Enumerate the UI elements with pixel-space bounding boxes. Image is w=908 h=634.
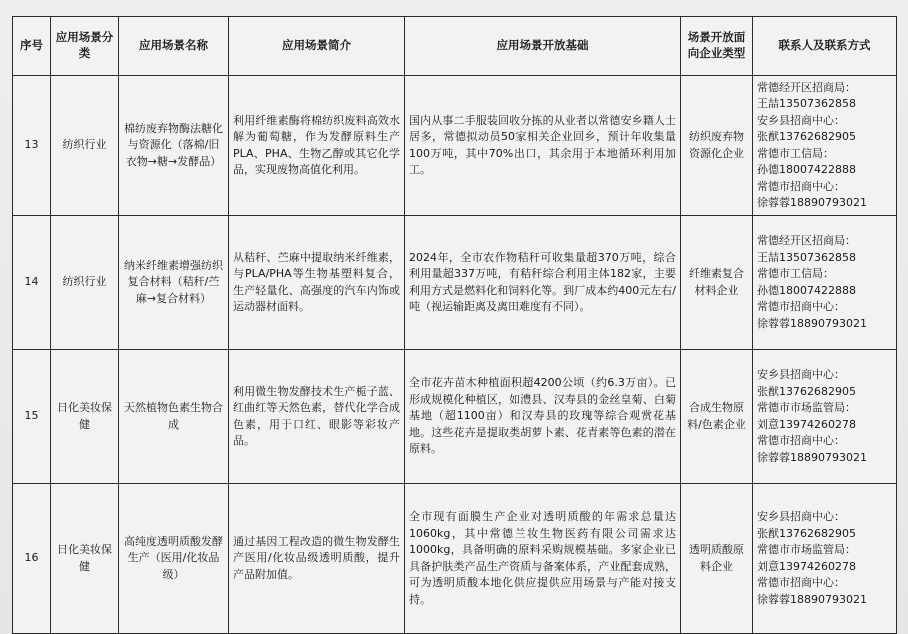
contact-line: 王喆13507362858 — [757, 97, 856, 110]
table-row — [13, 76, 897, 216]
row-no: 16 — [13, 484, 51, 634]
row-name: 纳米纤维素增强纺织复合材料（秸秆/苎麻→复合材料） — [119, 216, 229, 350]
row-enterprise: 合成生物原料/色素企业 — [681, 350, 753, 484]
row-basis: 2024年，全市农作物秸秆可收集量超370万吨，综合利用量超337万吨，有秸秆综合利用主体182家，主要利用方式是燃料化和饲料化等。到厂成本约400元左右/吨（视运输距离及离田难度有不同）。 — [405, 216, 681, 350]
row-name: 棉纺废弃物酶法糖化与资源化（落棉/旧衣物→糖→发酵品） — [119, 76, 229, 216]
row-enterprise: 纤维素复合材料企业 — [681, 216, 753, 350]
contact-line: 常德市工信局： — [757, 146, 834, 160]
contact-line: 刘意13974260278 — [757, 417, 856, 431]
contact-line: 常德市招商中心： — [757, 300, 845, 313]
table-row — [13, 216, 897, 350]
header-no: 序号 — [13, 17, 51, 76]
row-contacts — [753, 216, 897, 350]
contact-line: 王喆13507362858 — [757, 250, 856, 264]
row-contacts — [753, 76, 897, 216]
row-category: 纺织行业 — [51, 76, 119, 216]
contact-line: 安乡县招商中心： — [757, 510, 845, 523]
contact-line: 徐蓉蓉18890793021 — [757, 450, 867, 464]
row-basis: 国内从事二手服装回收分拣的从业者以常德安乡籍人士居多，常德拟动员50家相关企业回乡，预计年收集量100万吨，其中70%出口，其余用于本地循环利用加工。 — [405, 76, 681, 216]
row-name: 天然植物色素生物合成 — [119, 350, 229, 484]
contact-line: 常德市招商中心： — [757, 434, 845, 447]
table-row — [13, 484, 897, 634]
contact-line: 徐蓉蓉18890793021 — [757, 196, 867, 209]
contact-line: 徐蓉蓉18890793021 — [757, 316, 867, 330]
row-name: 高纯度透明质酸发酵生产（医用/化妆品级） — [119, 484, 229, 634]
row-basis: 全市现有面膜生产企业对透明质酸的年需求总量达1060kg，其中常德兰妆生物医药有限公司需求达1000kg，具备明确的原料采购规模基础。多家企业已具备护肤类产品生产资质与备案体系，产业配套成熟，可为透明质酸本地化供应提供应用场景与产能对接支持。 — [405, 484, 681, 634]
row-contacts — [753, 350, 897, 484]
contact-line: 张猷13762682905 — [757, 384, 856, 398]
row-intro: 从秸秆、苎麻中提取纳米纤维素，与PLA/PHA等生物基塑料复合，生产轻量化、高强度的汽车内饰或运动器材面料。 — [229, 216, 405, 350]
contact-line: 孙德18007422888 — [757, 163, 856, 176]
header-enterprise: 场景开放面向企业类型 — [681, 17, 753, 76]
contact-line: 刘意13974260278 — [757, 559, 856, 573]
row-intro: 利用微生物发酵技术生产栀子蓝、红曲红等天然色素，替代化学合成色素，用于口红、眼影等彩妆产品。 — [229, 350, 405, 484]
contact-line: 常德市工信局： — [757, 267, 834, 280]
row-no: 13 — [13, 76, 51, 216]
contact-line: 常德经开区招商局： — [757, 234, 856, 247]
row-contacts — [753, 484, 897, 634]
row-intro: 利用纤维素酶将棉纺织废料高效水解为葡萄糖，作为发酵原料生产PLA、PHA、生物乙醇或其它化学品，实现废物高值化利用。 — [229, 76, 405, 216]
contact-line: 常德市市场监管局： — [757, 543, 856, 556]
contact-line: 常德市招商中心： — [757, 179, 845, 193]
header-name: 应用场景名称 — [119, 17, 229, 76]
row-enterprise: 透明质酸原料企业 — [681, 484, 753, 634]
header-intro: 应用场景简介 — [229, 17, 405, 76]
contact-line: 张猷13762682905 — [757, 526, 856, 540]
row-intro: 通过基因工程改造的微生物发酵生产医用/化妆品级透明质酸，提升产品附加值。 — [229, 484, 405, 634]
contact-line: 常德市招商中心： — [757, 576, 845, 589]
contact-line: 安乡县招商中心： — [757, 368, 845, 381]
row-enterprise: 纺织废弃物资源化企业 — [681, 76, 753, 216]
contact-line: 安乡县招商中心： — [757, 113, 845, 127]
contact-line: 常德市市场监管局： — [757, 401, 856, 414]
row-basis: 全市花卉苗木种植面积超4200公顷（约6.3万亩）。已形成规模化种植区，如澧县、汉寿县的金丝皇菊、白菊基地（超1100亩）和汉寿县的玫瑰等综合观赏花基地。这些花卉是提取类胡萝卜素、花青素等色素的潜在原料。 — [405, 350, 681, 484]
scenario-table — [12, 16, 897, 634]
row-category: 日化美妆保健 — [51, 350, 119, 484]
table-header-row — [13, 17, 897, 76]
contact-line: 徐蓉蓉18890793021 — [757, 592, 867, 606]
row-no: 14 — [13, 216, 51, 350]
contact-line: 孙德18007422888 — [757, 283, 856, 297]
contact-line: 常德经开区招商局： — [757, 80, 856, 94]
row-category: 日化美妆保健 — [51, 484, 119, 634]
header-contact: 联系人及联系方式 — [753, 17, 897, 76]
header-basis: 应用场景开放基础 — [405, 17, 681, 76]
contact-line: 张猷13762682905 — [757, 130, 856, 143]
row-category: 纺织行业 — [51, 216, 119, 350]
header-category: 应用场景分类 — [51, 17, 119, 76]
row-no: 15 — [13, 350, 51, 484]
table-row — [13, 350, 897, 484]
